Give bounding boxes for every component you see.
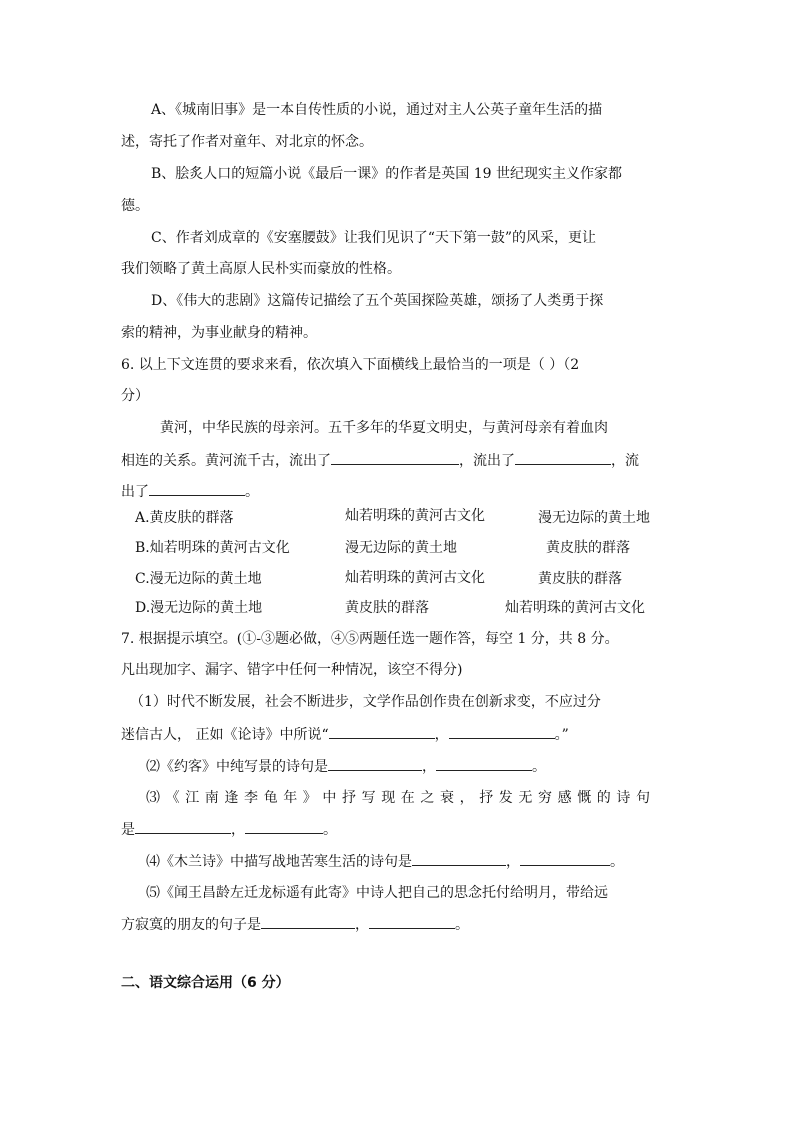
q7-item2-text: ⑵《约客》中纯写景的诗句是 xyxy=(146,759,328,775)
q6-option-b-col2: 漫无边际的黄土地 xyxy=(345,540,457,556)
q7-stem-line2: 凡出现加字、漏字、错字中任何一种情况，该空不得分) xyxy=(121,662,463,678)
q5-option-d-line1: D、《伟大的悲剧》这篇传记描绘了五个英国探险英雄，颂扬了人类勇于探 xyxy=(151,293,604,309)
q7-item1-line1: （1）时代不断发展，社会不断进步，文学作品创作贵在创新求变，不应过分 xyxy=(130,694,601,710)
q7-item1-text: 迷信古人， 正如《论诗》中所说“ xyxy=(121,727,329,743)
q7-item4-text: ， xyxy=(506,854,520,870)
q7-item5-blank-2 xyxy=(369,914,455,929)
q7-item5-text: ， xyxy=(355,917,369,933)
q5-option-c-line1: C、作者刘成章的《安塞腰鼓》让我们见识了“天下第一鼓”的风采，更让 xyxy=(151,230,597,246)
q7-item4-text: 。 xyxy=(610,854,624,870)
q7-item1-text: 。” xyxy=(554,727,569,743)
q5-option-a-line2: 述，寄托了作者对童年、对北京的怀念。 xyxy=(121,134,373,150)
section2-title: 二、语文综合运用（6 分） xyxy=(121,975,290,991)
q6-stem-line1: 6. 以上下文连贯的要求来看，依次填入下面横线上最恰当的一项是（ ）（2 xyxy=(121,357,580,373)
q7-item5-text: 。 xyxy=(455,917,469,933)
q6-option-b-col3: 黄皮肤的群落 xyxy=(546,540,630,556)
q6-option-c-col3: 黄皮肤的群落 xyxy=(538,571,622,587)
q7-item3-line2 xyxy=(121,819,337,840)
q6-passage-text: ，流 xyxy=(611,453,639,469)
q6-option-b-col1: B.灿若明珠的黄河古文化 xyxy=(135,540,290,556)
q7-item2-blank-2 xyxy=(436,756,532,771)
q6-passage-line2 xyxy=(121,450,639,471)
q6-option-a-col2: 灿若明珠的黄河古文化 xyxy=(345,508,485,524)
q7-item1-text: ， xyxy=(434,727,449,743)
q7-item3-text: 。 xyxy=(323,822,337,838)
q6-option-d-col2: 黄皮肤的群落 xyxy=(345,600,429,616)
q5-option-a-line1: A、《城南旧事》是一本自传性质的小说，通过对主人公英子童年生活的描 xyxy=(151,102,603,118)
q5-option-b-line1: B、脍炙人口的短篇小说《最后一课》的作者是英国 19 世纪现实主义作家都 xyxy=(151,166,623,182)
q7-item2 xyxy=(146,756,546,777)
q7-item2-text: ， xyxy=(422,759,436,775)
q7-stem-line1: 7. 根据提示填空。(①-③题必做，④⑤两题任选一题作答，每空 1 分，共 8 分。 xyxy=(121,631,619,647)
q7-item1-blank-1 xyxy=(329,724,435,739)
q5-option-b-line2: 德。 xyxy=(121,198,149,214)
q6-passage-text: 。 xyxy=(245,484,259,500)
q6-option-a-col3: 漫无边际的黄土地 xyxy=(538,510,650,526)
q7-item4-blank-2 xyxy=(520,851,610,866)
q6-blank-2 xyxy=(515,450,611,465)
q6-blank-3 xyxy=(149,481,245,496)
q7-item2-text: 。 xyxy=(532,759,546,775)
q6-passage-line3 xyxy=(121,481,259,502)
q6-blank-1 xyxy=(331,450,459,465)
q6-option-d-col1: D.漫无边际的黄土地 xyxy=(135,600,263,616)
q7-item5-blank-1 xyxy=(261,914,355,929)
q6-passage-line1: 黄河，中华民族的母亲河。五千多年的华夏文明史，与黄河母亲有着血肉 xyxy=(160,420,608,436)
q7-item1-blank-2 xyxy=(449,724,555,739)
q6-option-d-col3: 灿若明珠的黄河古文化 xyxy=(505,600,645,616)
q7-item3-blank-2 xyxy=(245,819,323,834)
q7-item5-line2 xyxy=(121,914,469,935)
q7-item1-line2 xyxy=(121,724,569,745)
q6-option-a-col1: A.黄皮肤的群落 xyxy=(135,510,234,526)
q7-item5-text: 方寂寞的朋友的句子是 xyxy=(121,917,261,933)
q5-option-c-line2: 我们领略了黄土高原人民朴实而豪放的性格。 xyxy=(121,261,401,277)
q5-option-d-line2: 索的精神，为事业献身的精神。 xyxy=(121,325,317,341)
q7-item4-text: ⑷《木兰诗》中描写战地苦寒生活的诗句是 xyxy=(146,854,412,870)
q7-item4-blank-1 xyxy=(412,851,506,866)
q6-stem-line2: 分） xyxy=(121,388,149,404)
q6-option-c-col2: 灿若明珠的黄河古文化 xyxy=(345,570,485,586)
q7-item3-blank-1 xyxy=(135,819,231,834)
q7-item4 xyxy=(146,851,624,872)
q7-item5-line1: ⑸《闻王昌龄左迁龙标遥有此寄》中诗人把自己的思念托付给明月，带给远 xyxy=(146,885,608,901)
q6-passage-text: 相连的关系。黄河流千古，流出了 xyxy=(121,453,331,469)
q6-passage-text: ，流出了 xyxy=(459,453,515,469)
q6-option-c-col1: C.漫无边际的黄土地 xyxy=(135,571,262,587)
q7-item3-line1: ⑶《江南逢李龟年》中抒写现在之衰，抒发无穷感慨的诗句 xyxy=(146,790,656,806)
q6-passage-text: 出了 xyxy=(121,484,149,500)
q7-item3-text: ， xyxy=(231,822,245,838)
q7-item2-blank-1 xyxy=(328,756,422,771)
q7-item3-text: 是 xyxy=(121,822,135,838)
